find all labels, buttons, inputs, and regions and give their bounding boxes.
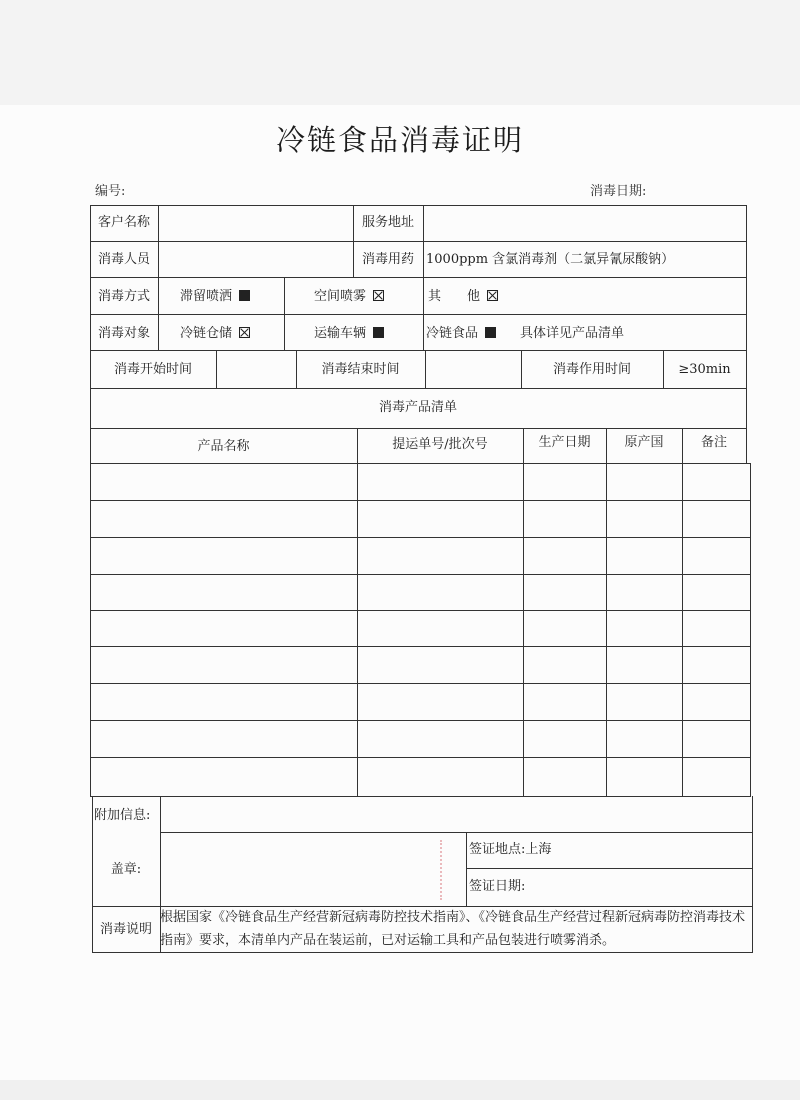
table-rule — [90, 720, 750, 721]
object-option-label: 冷链食品 — [426, 326, 479, 341]
duration-value: ≥30min — [678, 362, 731, 377]
table-rule — [160, 832, 752, 833]
crossed-box-icon — [373, 290, 384, 301]
table-rule — [90, 463, 750, 464]
seal-label: 盖章: — [110, 862, 142, 877]
object-option-label: 运输车辆 — [314, 326, 367, 341]
table-rule — [90, 314, 746, 315]
table-rule — [90, 350, 746, 351]
method-option-space-spray — [314, 289, 384, 305]
staff-label: 消毒人员 — [97, 252, 150, 267]
table-rule — [90, 574, 750, 575]
table-column-rule — [425, 350, 426, 388]
customer-name-label: 客户名称 — [97, 215, 150, 230]
method-option-other — [428, 289, 498, 305]
method-option-retention-spray — [180, 289, 250, 305]
object-note: 具体详见产品清单 — [520, 326, 625, 341]
sign-place-label: 签证地点: — [469, 842, 526, 857]
table-border-right — [746, 205, 747, 464]
table-column-rule — [423, 205, 424, 350]
start-time-label: 消毒开始时间 — [113, 362, 192, 377]
table-column-rule — [523, 428, 524, 797]
table-column-rule — [284, 277, 285, 350]
column-header-production-date: 生产日期 — [538, 435, 591, 450]
duration-label: 消毒作用时间 — [552, 362, 631, 377]
table-column-rule — [357, 428, 358, 797]
column-header-remarks: 备注 — [700, 435, 727, 450]
column-header-product-name: 产品名称 — [197, 439, 250, 454]
table-column-rule — [158, 205, 159, 350]
table-border-bottom — [92, 952, 752, 953]
object-option-cold-storage — [180, 326, 250, 342]
method-option-label: 滞留喷洒 — [180, 289, 233, 304]
table-rule — [90, 277, 746, 278]
method-label: 消毒方式 — [97, 289, 150, 304]
object-option-label: 冷链仓储 — [180, 326, 233, 341]
checked-box-icon — [239, 290, 250, 301]
object-option-vehicles — [314, 326, 384, 342]
sign-place — [469, 842, 551, 858]
crossed-box-icon — [487, 290, 498, 301]
table-rule — [90, 796, 750, 797]
end-time-label: 消毒结束时间 — [321, 362, 400, 377]
agent-value: 1000ppm 含氯消毒剂（二氯异氰尿酸钠） — [426, 252, 675, 267]
table-border-top — [90, 205, 746, 206]
serial-number-label: 编号: — [95, 184, 126, 199]
product-list-title: 消毒产品清单 — [378, 400, 457, 415]
explanation-text: 根据国家《冷链食品生产经营新冠病毒防控技术指南》、《冷链食品生产经营过程新冠病毒防控消毒技术指南》要求，本清单内产品在装运前，已对运输工具和产品包装进行喷雾消杀。 — [160, 910, 746, 948]
sign-place-value: 上海 — [525, 842, 552, 857]
checked-box-icon — [485, 327, 496, 338]
table-rule — [90, 757, 750, 758]
paper-edge — [0, 1080, 800, 1100]
document-title: 冷链食品消毒证明 — [275, 123, 524, 157]
table-rule — [90, 500, 750, 501]
table-column-rule — [682, 428, 683, 797]
table-rule — [466, 868, 752, 869]
table-border-right — [752, 796, 753, 953]
table-rule — [90, 428, 746, 429]
explanation-label: 消毒说明 — [99, 922, 152, 937]
method-option-label: 空间喷雾 — [314, 289, 367, 304]
service-address-label: 服务地址 — [361, 215, 414, 230]
table-rule — [90, 646, 750, 647]
sign-date-label: 签证日期: — [469, 879, 526, 894]
column-header-bill-batch: 提运单号/批次号 — [392, 437, 488, 452]
object-label: 消毒对象 — [97, 326, 150, 341]
table-rule — [90, 537, 750, 538]
table-rule — [90, 683, 750, 684]
table-column-rule — [216, 350, 217, 388]
method-option-label: 其 他 — [428, 289, 481, 304]
table-border-right — [750, 463, 751, 797]
table-rule — [90, 388, 746, 389]
table-column-rule — [606, 428, 607, 797]
table-rule — [90, 241, 746, 242]
crossed-box-icon — [239, 327, 250, 338]
table-rule — [90, 610, 750, 611]
column-header-origin-country: 原产国 — [624, 435, 664, 450]
extra-info-label: 附加信息: — [94, 808, 151, 823]
seal-stamp-trace — [440, 840, 468, 900]
object-option-cold-food — [426, 326, 496, 342]
checked-box-icon — [373, 327, 384, 338]
disinfection-date-label: 消毒日期: — [590, 184, 647, 199]
agent-label: 消毒用药 — [361, 252, 414, 267]
